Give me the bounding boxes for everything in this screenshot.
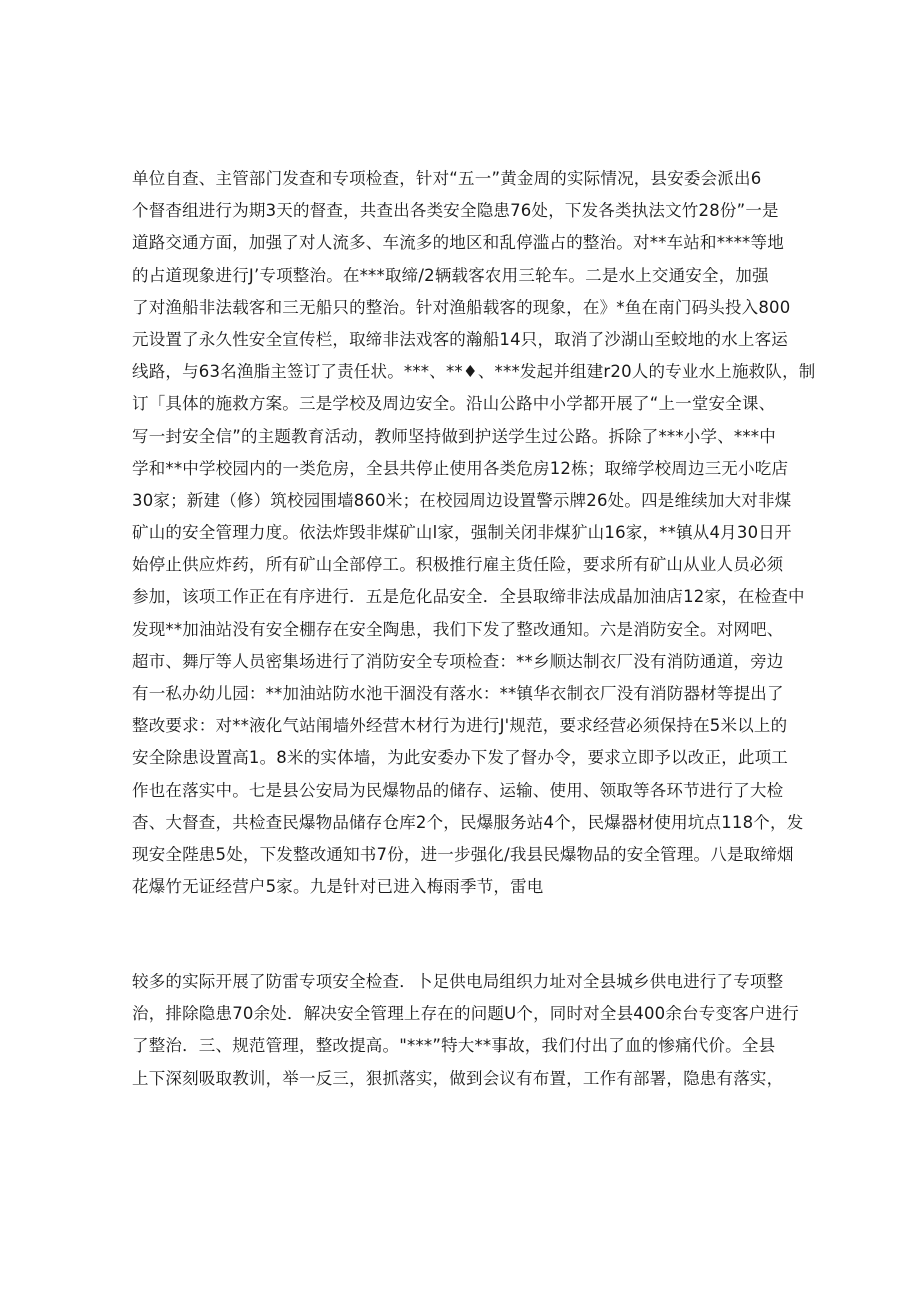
text-line: 道路交通方面，加强了对人流多、车流多的地区和乱停滥占的整治。对**车站和****等地 — [132, 233, 784, 253]
text-line: 安全除患设置高1。8米的实体墙，为此安委办下发了督办令，要求立即予以改正，此项工 — [132, 748, 788, 768]
text-line: 矿山的安全管理力度。依法炸毁非煤矿山l家，强制关闭非煤犷山16家，**镇从4月30日开 — [132, 523, 792, 543]
text-line: 元设置了永久性安全宣传栏，取缔非法戏客的瀚船14只，取消了沙湖山至蛟地的水上客运 — [132, 329, 788, 349]
text-line: 订「具体的施救方案。三是学校及周边安全。沿山公路中小学都开展了“上一堂安全课、 — [132, 394, 776, 414]
text-line: 写一封安全信”的主题教育活动，教师坚持做到护送学生过公路。拆除了***小学、***中 — [132, 426, 776, 446]
text-line: 治，排除隐患70余处．解决安全管理上存在的问题U个，同时对全县400余台专变客户进行 — [132, 1004, 799, 1024]
text-line: 整改要求：对**液化气站闱墙外经营木材行为进行J'规范，要求经营必须保持在5米以上的 — [132, 716, 788, 736]
text-line: 始停止供应炸药，所有矿山全部停工。积极推行雇主货任险，要求所有矿山从业人员必须 — [132, 555, 784, 575]
text-line: 的占道现象进行J’专项整治。在***取缔/2辆载客农用三轮车。二是水上交通安全，加强 — [132, 265, 769, 285]
text-line: 学和**中学校园内的一类危房，全县共停止使用各类危房12栋；取缔学校周边三无小吃店 — [132, 458, 789, 478]
paragraph-main — [132, 163, 816, 903]
text-line: 花爆竹无证经营户5家。九是针对已进入梅雨季节，雷电 — [132, 877, 544, 897]
text-line: 线路，与63名渔脂主签订了责任状。***、**♦、***发起并组建r20人的专业水上施救队，制 — [132, 362, 816, 382]
text-line: 作也在落实中。七是县公安局为民爆物品的储存、运输、使用、领取等各环节进行了大检 — [132, 780, 784, 800]
text-line: 30家；新建（修）筑校园围墙860米；在校园周边设置警示牌26处。四是维续加大对非煤 — [132, 490, 792, 510]
text-line: 有一私办幼儿园：**加油站防水池干涸没有落水：**镇华衣制衣厂没有消防器材等提出了 — [132, 684, 784, 703]
text-line: 杳、大督查，共检查民爆物品储存仓库2个，民爆服务站4个，民爆器材使用坑点118个，发 — [132, 812, 804, 832]
text-line: 超市、舞厅等人员密集场进行了消防安全专项检查：**乡顺达制衣厂没有消防通道，旁边 — [132, 651, 784, 671]
text-line: 上下深刻吸取教训，举一反三，狠抓落实，做到会议有布置，工作有部署，隐患有落实， — [132, 1068, 784, 1088]
text-line: 较多的实际开展了防雷专项安全检查．卜足供电局组织力址对全县城乡供电进行了专项整 — [132, 972, 784, 991]
text-line: 现安全陛患5处，下发整改通知书7份，进一步强化/我县民爆物品的安全管理。八是取缔烟 — [132, 844, 794, 864]
paragraph-continuation — [132, 966, 797, 1095]
text-line: 参加，该项工作正在有序进行．五是危化品安全．全县取缔非法成晶加油店12家，在检查中 — [132, 587, 805, 607]
text-line: 发现**加油站没有安全棚存在安全陶患，我们下发了整改通知。六是消防安全。对网吧、 — [132, 619, 784, 639]
text-line: 了对渔船非法载客和三无船只的整治。针对渔船载客的现象，在》*鱼在南门码头投入800 — [132, 297, 791, 317]
text-line: 了整治．三、规范管理，整改提高。"***”特大**事故，我们付出了血的惨痛代价。全县 — [132, 1036, 776, 1056]
text-line: 个督杳组进行为期3天的督查，共查出各类安全隐患76处，下发各类执法文竹28份”一是 — [132, 201, 779, 221]
text-line: 单位自查、主管部门发查和专项检查，针对“五一”黄金周的实际情况，县安委会派出6 — [132, 169, 762, 188]
